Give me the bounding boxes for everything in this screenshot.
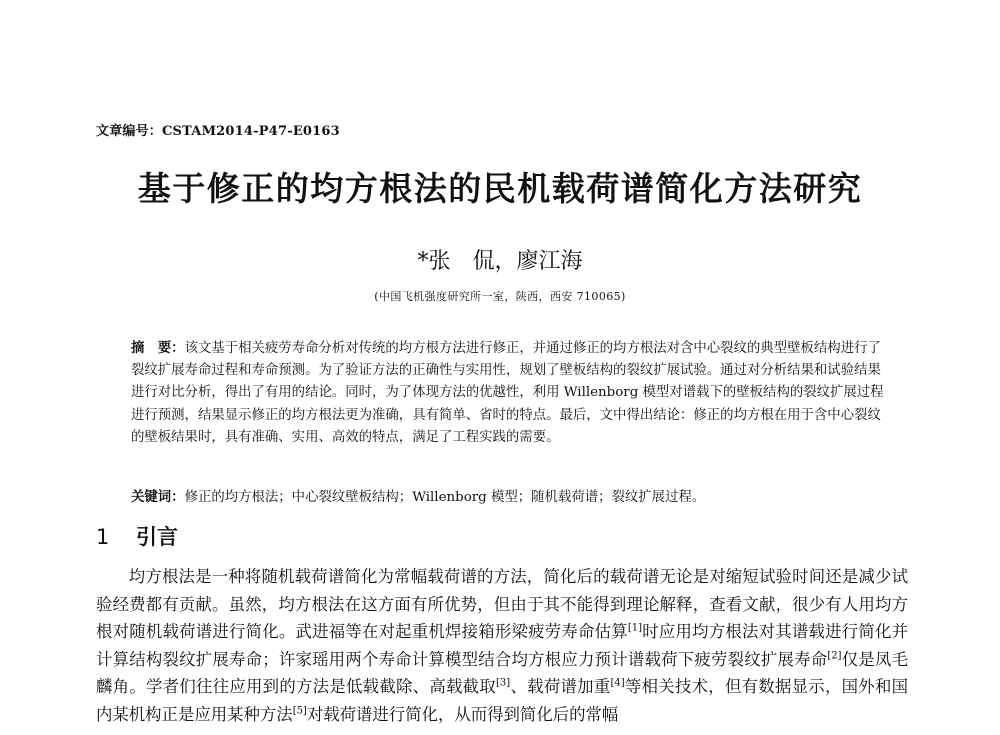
abstract — [131, 337, 891, 449]
abstract-text: 该文基于相关疲劳寿命分析对传统的均方根方法进行修正，并通过修正的均方根法对含中心裂纹的典型壁板结构进行了裂纹扩展寿命过程和寿命预测。为了验证方法的正确性与实用性，规划了壁板结构的裂纹扩展试验。通过对分析结果和试验结果进行对比分析，得出了有用的结论。同时，为了体现方法的优越性，利用 Willenborg 模型对谱载下的壁板结构的裂纹扩展过程进行预测，结果显示修正的均方根法更为准确，具有简单、省时的特点。最后，文中得出结论：修正的均方根在用于含中心裂纹的壁板结果时，具有准确、实用、高效的特点，满足了工程实践的需要。 — [131, 341, 884, 445]
keywords-label: 关键词： — [131, 489, 185, 505]
citation-ref: [5] — [292, 705, 307, 717]
keywords — [131, 487, 891, 508]
section-number: 1 — [96, 525, 110, 549]
section-heading — [96, 521, 178, 551]
body-text-segment: 仅是凤毛麟角。学者们往往应用到的方法是低载截除、高载截取 — [96, 649, 909, 697]
body-text-segment: 对载荷谱进行简化，从而得到简化后的常幅 — [306, 704, 619, 724]
abstract-label: 摘 要： — [131, 340, 185, 356]
body-text-segment: 均方根法是一种将随机载荷谱简化为常幅载荷谱的方法，简化后的载荷谱无论是对缩短试验时间还是减少试验经费都有贡献。虽然，均方根法在这方面有所优势，但由于其不能得到理论解释，查看文献，很少有人用均方根对随机载荷谱进行简化。武进福等在对起重机焊接箱形梁疲劳寿命估算 — [96, 567, 908, 642]
section-title: 引言 — [136, 525, 178, 549]
paper-title: 基于修正的均方根法的民机载荷谱简化方法研究 — [137, 169, 863, 208]
authors: *张 侃，廖江海 — [417, 249, 583, 274]
affiliation: (中国飞机强度研究所一室，陕西，西安 710065) — [374, 290, 626, 303]
keywords-text: 修正的均方根法；中心裂纹壁板结构；Willenborg 模型；随机载荷谱；裂纹扩展过程。 — [184, 490, 706, 505]
citation-ref: [3] — [496, 677, 511, 689]
citation-ref: [4] — [610, 677, 625, 689]
body-text-segment: 时应用均方根法对其谱载进行简化并计算结构裂纹扩展寿命；许家瑶用两个寿命计算模型结合均方根应力预计谱载荷下疲劳裂纹扩展寿命 — [96, 622, 909, 669]
article-id: 文章编号：CSTAM2014-P47-E0163 — [96, 124, 340, 139]
body-paragraph — [96, 563, 908, 729]
citation-ref: [2] — [827, 650, 842, 662]
citation-ref: [1] — [627, 622, 643, 634]
body-text-segment: 等相关技术，但有数据显示，国外和国内某机构正是应用某种方法 — [96, 677, 909, 724]
body-text-segment: 、载荷谱加重 — [510, 677, 611, 697]
